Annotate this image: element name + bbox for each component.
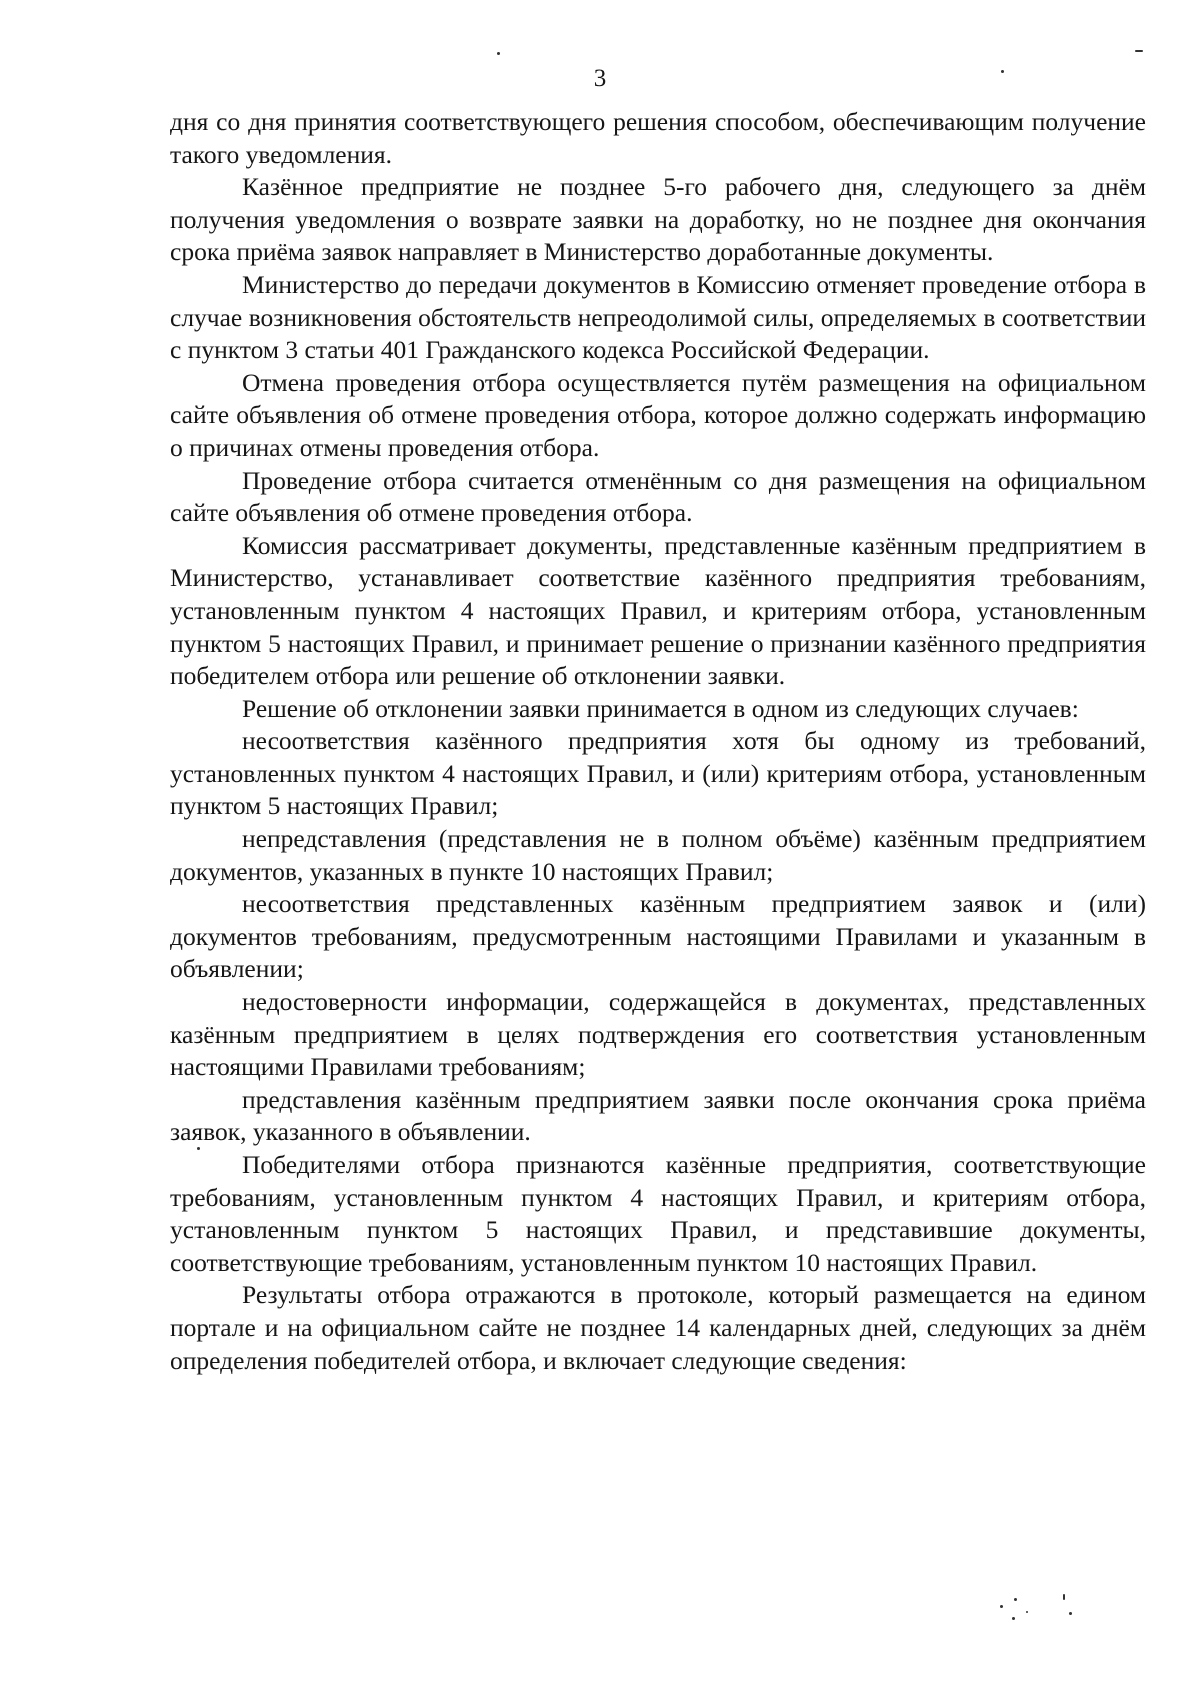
paragraph-cancel-announcement: Отмена проведения отбора осуществляется путём размещения на официальном сайте объявления об отмене проведения отбора, которое должно содержать информацию о причинах отмены проведения отбора. (170, 367, 1146, 462)
list-item-missing-documents: непредставления (представления не в полном объёме) казённым предприятием документов, указанных в пункте 10 настоящих Правил; (170, 824, 1146, 886)
paragraph-continuation: дня со дня принятия соответствующего решения способом, обеспечивающим получение такого уведомления. (170, 107, 1146, 169)
scan-speck (1001, 70, 1004, 73)
page-number: 3 (593, 65, 607, 92)
list-item-noncompliance: несоответствия казённого предприятия хотя бы одному из требований, установленных пунктом 4 настоящих Правил, и (или) критериям отбора, установленным пунктом 5 настоящих Правил; (170, 726, 1146, 821)
scan-speck (1000, 1605, 1003, 1608)
scan-speck (1026, 1611, 1028, 1613)
scan-speck (197, 1147, 200, 1150)
paragraph-cancel-date: Проведение отбора считается отменённым со дня размещения на официальном сайте объявления об отмене проведения отбора. (170, 465, 1146, 528)
paragraph-revised-documents: Казённое предприятие не позднее 5-го рабочего дня, следующего за днём получения уведомления о возврате заявки на доработку, но не позднее дня окончания срока приёма заявок направляет в Министерство доработанные документы. (170, 172, 1146, 267)
list-item-late-submission: представления казённым предприятием заявки после окончания срока приёма заявок, указанного в объявлении. (170, 1084, 1146, 1147)
scan-speck (497, 52, 500, 55)
list-item-unreliable-info: недостоверности информации, содержащейся в документах, представленных казённым предприятием в целях подтверждения его соответствия установленным настоящими Правилами требованиям; (170, 987, 1146, 1082)
scan-speck (1063, 1594, 1065, 1600)
scan-speck (1014, 1598, 1017, 1601)
scan-speck (1069, 1612, 1072, 1615)
scan-speck (1135, 50, 1143, 52)
paragraph-results-protocol: Результаты отбора отражаются в протоколе, который размещается на едином портале и на официальном сайте не позднее 14 календарных дней, следующих за днём определения победителей отбора, и включает следующие сведения: (170, 1280, 1146, 1375)
document-body (170, 106, 1146, 1377)
paragraph-commission-review: Комиссия рассматривает документы, представленные казённым предприятием в Министерство, устанавливает соответствие казённого предприятия требованиям, установленным пунктом 4 настоящих Правил, и критериям отбора, установленным пунктом 5 настоящих Правил, и принимает решение о признании казённого предприятия победителем отбора или решение об отклонении заявки. (170, 530, 1146, 691)
paragraph-rejection-cases: Решение об отклонении заявки принимается в одном из следующих случаев: (242, 693, 1079, 723)
list-item-mismatch-documents: несоответствия представленных казённым предприятием заявок и (или) документов требованиям, предусмотренным настоящими Правилами и указанным в объявлении; (170, 889, 1146, 984)
scan-speck (1012, 1617, 1015, 1620)
paragraph-cancel-force-majeure: Министерство до передачи документов в Комиссию отменяет проведение отбора в случае возникновения обстоятельств непреодолимой силы, определяемых в соответствии с пунктом 3 статьи 401 Гражданского кодекса Российской Федерации. (170, 269, 1146, 365)
paragraph-winners: Победителями отбора признаются казённые предприятия, соответствующие требованиям, установленным пунктом 4 настоящих Правил, и критериям отбора, установленным пунктом 5 настоящих Правил, и представившие документы, соответствующие требованиям, установленным пунктом 10 настоящих Правил. (170, 1150, 1146, 1277)
